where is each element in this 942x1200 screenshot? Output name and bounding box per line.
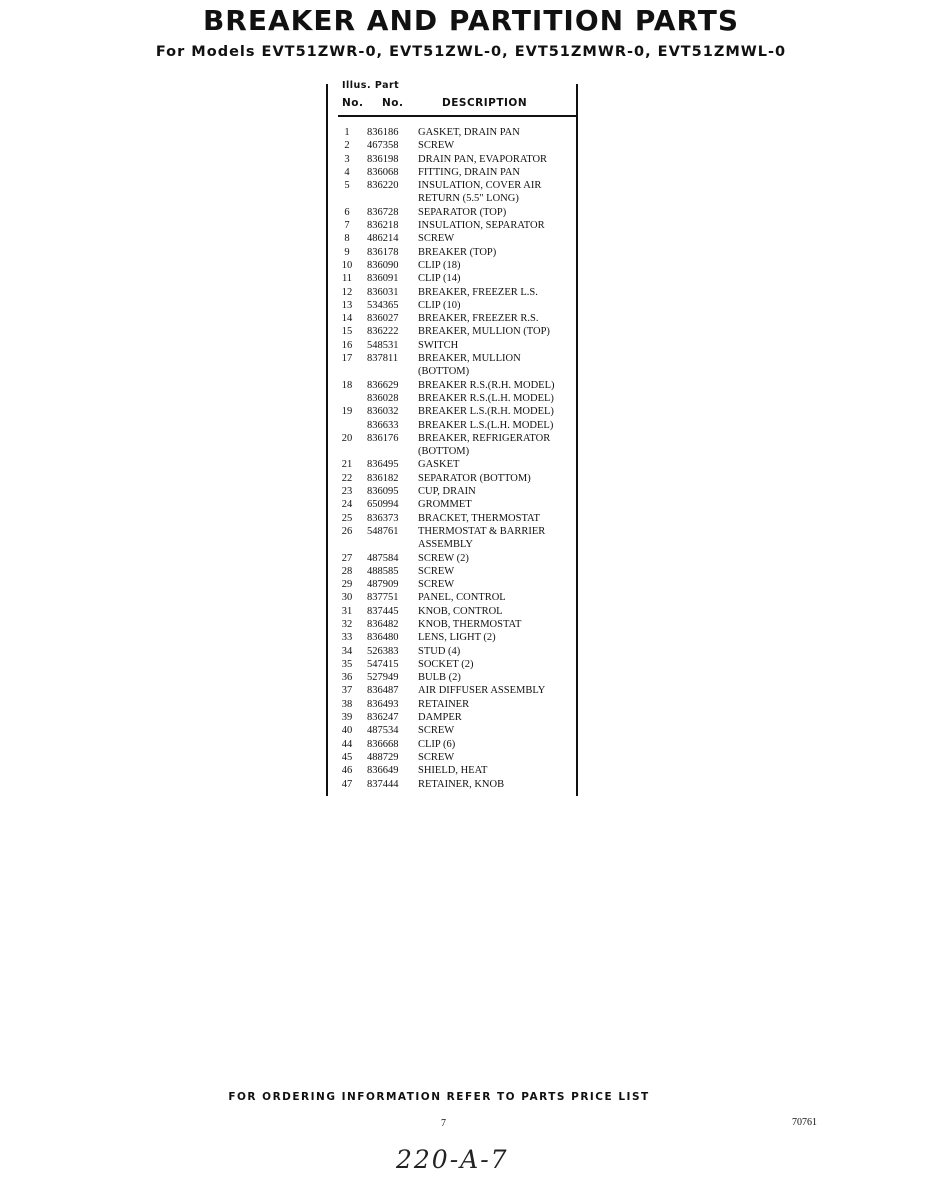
- row-part-no: 836091: [367, 273, 399, 285]
- table-row: [326, 698, 576, 711]
- row-illus-no: 47: [341, 778, 353, 790]
- row-illus-no: 6: [344, 206, 350, 218]
- row-part-no: 836649: [367, 765, 399, 777]
- page-number: 7: [441, 1118, 446, 1129]
- table-right-border: [576, 84, 578, 796]
- row-description: (BOTTOM): [418, 446, 470, 458]
- table-row: [326, 405, 576, 418]
- row-part-no: 487909: [367, 579, 399, 591]
- row-part-no: 836027: [367, 313, 399, 325]
- row-description: SEPARATOR (TOP): [418, 206, 507, 218]
- row-description: SCREW (2): [418, 552, 469, 564]
- table-row: [326, 645, 576, 658]
- row-description: (BOTTOM): [418, 366, 470, 378]
- table-row: [326, 512, 576, 525]
- table-row: [326, 724, 576, 737]
- table-row: [326, 711, 576, 724]
- row-description: STUD (4): [418, 645, 461, 657]
- table-row: [326, 578, 576, 591]
- row-description: AIR DIFFUSER ASSEMBLY: [418, 685, 546, 697]
- row-description: SWITCH: [418, 339, 459, 351]
- row-description: SCREW: [418, 565, 455, 577]
- row-part-no: 836176: [367, 432, 399, 444]
- row-illus-no: 7: [344, 220, 350, 232]
- row-description: BULB (2): [418, 672, 461, 684]
- row-description: GROMMET: [418, 499, 472, 511]
- row-part-no: 836222: [367, 326, 399, 338]
- row-description: SCREW: [418, 233, 455, 245]
- row-illus-no: 16: [341, 339, 353, 351]
- row-description: BREAKER R.S.(R.H. MODEL): [418, 379, 555, 391]
- row-illus-no: 33: [341, 632, 353, 644]
- row-description: BREAKER, MULLION: [418, 353, 521, 365]
- row-illus-no: 11: [341, 273, 353, 285]
- row-illus-no: 20: [341, 432, 353, 444]
- row-part-no: 467358: [367, 140, 399, 152]
- row-part-no: 836487: [367, 685, 399, 697]
- row-part-no: 548531: [367, 339, 399, 351]
- row-part-no: 836068: [367, 166, 399, 178]
- table-body: [326, 126, 576, 791]
- row-illus-no: 9: [344, 246, 350, 258]
- row-illus-no: 36: [341, 672, 353, 684]
- row-illus-no: 37: [341, 685, 353, 697]
- row-description: BREAKER (TOP): [418, 246, 497, 258]
- table-row: [326, 605, 576, 618]
- row-part-no: 526383: [367, 645, 399, 657]
- row-description: SHIELD, HEAT: [418, 765, 488, 777]
- row-illus-no: 31: [341, 605, 353, 617]
- header-divider: [338, 115, 576, 117]
- table-row: [326, 192, 576, 205]
- row-description: BREAKER, FREEZER L.S.: [418, 286, 538, 298]
- table-row: [326, 379, 576, 392]
- table-row: [326, 591, 576, 604]
- table-row: [326, 472, 576, 485]
- row-part-no: 837444: [367, 778, 399, 790]
- ordering-info-note: FOR ORDERING INFORMATION REFER TO PARTS PRICE LIST: [228, 1091, 650, 1103]
- row-part-no: 836198: [367, 153, 399, 165]
- row-description: BREAKER L.S.(L.H. MODEL): [418, 419, 554, 431]
- table-row: [326, 153, 576, 166]
- row-illus-no: 35: [341, 658, 353, 670]
- row-illus-no: 4: [344, 166, 350, 178]
- row-part-no: 836728: [367, 206, 399, 218]
- row-description: THERMOSTAT & BARRIER: [418, 525, 546, 537]
- row-part-no: 488729: [367, 751, 399, 763]
- row-illus-no: 1: [344, 127, 350, 138]
- row-part-no: 836247: [367, 712, 399, 724]
- document-code: 70761: [792, 1117, 817, 1128]
- row-illus-no: 23: [341, 486, 353, 498]
- handwritten-reference: 220-A-7: [396, 1145, 509, 1174]
- table-row: [326, 419, 576, 432]
- table-row: [326, 126, 576, 139]
- table-row: [326, 352, 576, 365]
- row-illus-no: 38: [341, 698, 353, 710]
- row-illus-no: 19: [341, 406, 353, 418]
- row-part-no: 837445: [367, 605, 399, 617]
- table-row: [326, 166, 576, 179]
- row-description: CLIP (18): [418, 259, 461, 271]
- row-description: DRAIN PAN, EVAPORATOR: [418, 153, 548, 165]
- row-part-no: 836668: [367, 738, 399, 750]
- row-description: BREAKER, FREEZER R.S.: [418, 313, 539, 325]
- table-row: [326, 778, 576, 791]
- table-row: [326, 219, 576, 232]
- table-row: [326, 738, 576, 751]
- row-description: SCREW: [418, 579, 455, 591]
- row-illus-no: 21: [341, 459, 353, 471]
- row-illus-no: 46: [341, 765, 353, 777]
- parts-table: [326, 80, 576, 794]
- row-part-no: 487534: [367, 725, 399, 737]
- table-row: [326, 538, 576, 551]
- row-illus-no: 34: [341, 645, 353, 657]
- row-description: CLIP (6): [418, 738, 456, 750]
- row-illus-no: 25: [341, 512, 353, 524]
- table-row: [326, 272, 576, 285]
- row-illus-no: 24: [341, 499, 353, 511]
- table-row: [326, 365, 576, 378]
- row-illus-no: 17: [341, 353, 353, 365]
- row-illus-no: 13: [341, 299, 353, 311]
- row-illus-no: 40: [341, 725, 353, 737]
- table-row: [326, 392, 576, 405]
- row-description: BRACKET, THERMOSTAT: [418, 512, 540, 524]
- row-illus-no: 2: [344, 140, 350, 152]
- row-illus-no: 8: [344, 233, 350, 245]
- table-row: [326, 498, 576, 511]
- row-description: INSULATION, COVER AIR: [418, 180, 542, 192]
- row-illus-no: 30: [341, 592, 353, 604]
- models-subtitle: For Models EVT51ZWR-0, EVT51ZWL-0, EVT51ZMWR-0, EVT51ZMWL-0: [155, 44, 787, 60]
- row-description: GASKET, DRAIN PAN: [418, 127, 520, 138]
- table-row: [326, 684, 576, 697]
- row-part-no: 836031: [367, 286, 399, 298]
- table-row: [326, 565, 576, 578]
- table-row: [326, 751, 576, 764]
- row-illus-no: 26: [341, 525, 353, 537]
- row-illus-no: 12: [341, 286, 353, 298]
- row-part-no: 836218: [367, 220, 399, 232]
- row-illus-no: 18: [341, 379, 353, 391]
- row-part-no: 836220: [367, 180, 399, 192]
- row-description: INSULATION, SEPARATOR: [418, 220, 545, 232]
- row-part-no: 837811: [367, 353, 399, 365]
- table-row: [326, 232, 576, 245]
- table-row: [326, 764, 576, 777]
- row-illus-no: 27: [341, 552, 353, 564]
- row-part-no: 836633: [367, 419, 399, 431]
- row-illus-no: 22: [341, 472, 353, 484]
- row-description: RETURN (5.5" LONG): [418, 193, 519, 205]
- row-illus-no: 28: [341, 565, 353, 577]
- row-part-no: 836480: [367, 632, 399, 644]
- page-title: BREAKER AND PARTITION PARTS: [202, 4, 740, 37]
- row-illus-no: 29: [341, 579, 353, 591]
- row-part-no: 836186: [367, 127, 399, 138]
- table-row: [326, 259, 576, 272]
- row-description: CLIP (10): [418, 299, 461, 311]
- row-part-no: 527949: [367, 672, 399, 684]
- row-description: BREAKER, REFRIGERATOR: [418, 432, 551, 444]
- row-part-no: 548761: [367, 525, 399, 537]
- row-description: BREAKER R.S.(L.H. MODEL): [418, 392, 554, 404]
- row-description: SEPARATOR (BOTTOM): [418, 472, 531, 484]
- row-description: GASKET: [418, 459, 460, 471]
- row-part-no: 487584: [367, 552, 399, 564]
- row-part-no: 486214: [367, 233, 399, 245]
- row-illus-no: 45: [341, 751, 353, 763]
- row-illus-no: 44: [341, 738, 353, 750]
- table-row: [326, 246, 576, 259]
- row-description: ASSEMBLY: [418, 539, 473, 551]
- row-description: SOCKET (2): [418, 658, 474, 670]
- header-illus-no: No.: [342, 97, 364, 109]
- row-part-no: 836495: [367, 459, 399, 471]
- table-row: [326, 658, 576, 671]
- table-row: [326, 445, 576, 458]
- row-description: BREAKER, MULLION (TOP): [418, 326, 550, 338]
- table-row: [326, 286, 576, 299]
- table-row: [326, 458, 576, 471]
- table-row: [326, 139, 576, 152]
- row-part-no: 836032: [367, 406, 399, 418]
- table-row: [326, 339, 576, 352]
- row-description: BREAKER L.S.(R.H. MODEL): [418, 406, 554, 418]
- row-part-no: 836482: [367, 618, 399, 630]
- row-illus-no: 32: [341, 618, 353, 630]
- table-row: [326, 325, 576, 338]
- row-part-no: 547415: [367, 658, 399, 670]
- row-description: LENS, LIGHT (2): [418, 632, 496, 644]
- row-part-no: 836178: [367, 246, 399, 258]
- row-description: PANEL, CONTROL: [418, 592, 506, 604]
- row-part-no: 534365: [367, 299, 399, 311]
- row-illus-no: 5: [344, 180, 350, 192]
- table-row: [326, 631, 576, 644]
- row-description: CUP, DRAIN: [418, 486, 476, 498]
- row-part-no: 836629: [367, 379, 399, 391]
- row-illus-no: 3: [344, 153, 350, 165]
- row-description: SCREW: [418, 140, 455, 152]
- row-description: RETAINER: [418, 698, 470, 710]
- table-row: [326, 206, 576, 219]
- table-row: [326, 312, 576, 325]
- row-part-no: 837751: [367, 592, 399, 604]
- header-part-no: No.: [382, 97, 404, 109]
- row-part-no: 650994: [367, 499, 399, 511]
- row-description: KNOB, THERMOSTAT: [418, 618, 522, 630]
- row-part-no: 836095: [367, 486, 399, 498]
- table-row: [326, 299, 576, 312]
- table-row: [326, 432, 576, 445]
- row-description: DAMPER: [418, 712, 462, 724]
- row-description: CLIP (14): [418, 273, 461, 285]
- row-description: SCREW: [418, 751, 455, 763]
- table-row: [326, 525, 576, 538]
- row-description: RETAINER, KNOB: [418, 778, 505, 790]
- table-row: [326, 485, 576, 498]
- row-part-no: 836182: [367, 472, 399, 484]
- row-illus-no: 10: [341, 259, 353, 271]
- row-part-no: 836028: [367, 392, 399, 404]
- table-row: [326, 671, 576, 684]
- row-part-no: 836493: [367, 698, 399, 710]
- row-description: KNOB, CONTROL: [418, 605, 503, 617]
- table-header-illus-part: Illus. Part: [342, 80, 400, 91]
- row-description: SCREW: [418, 725, 455, 737]
- table-row: [326, 179, 576, 192]
- row-description: FITTING, DRAIN PAN: [418, 166, 520, 178]
- row-illus-no: 39: [341, 712, 353, 724]
- row-illus-no: 15: [341, 326, 353, 338]
- table-row: [326, 618, 576, 631]
- table-row: [326, 552, 576, 565]
- row-part-no: 836373: [367, 512, 399, 524]
- row-part-no: 836090: [367, 259, 399, 271]
- header-description: DESCRIPTION: [442, 97, 528, 109]
- row-illus-no: 14: [341, 313, 353, 325]
- row-part-no: 488585: [367, 565, 399, 577]
